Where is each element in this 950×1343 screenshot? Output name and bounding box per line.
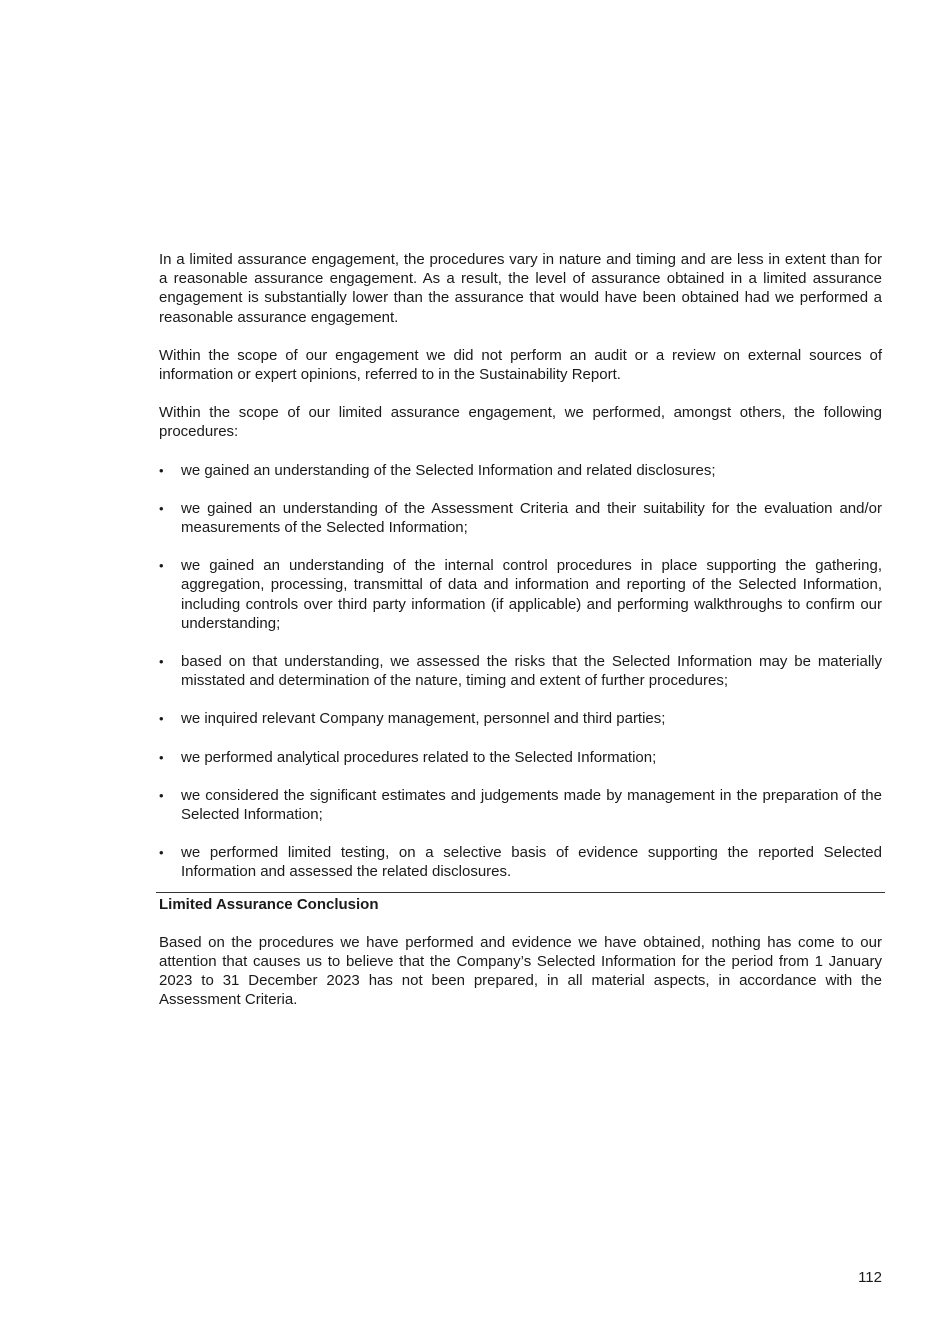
conclusion-paragraph: Based on the procedures we have performed and evidence we have obtained, nothing has come to our attention that causes us to believe that the Company’s Selected Information for the period from 1 January 2023 to 31 December 2023 has not been prepared, in all material aspects, in accordance with the Assessment Criteria.: [159, 933, 882, 1009]
list-item: [159, 499, 882, 537]
list-item-text: we performed analytical procedures related to the Selected Information;: [181, 748, 657, 766]
bullet-icon: •: [159, 711, 164, 727]
list-item-text: we gained an understanding of the Assessment Criteria and their suitability for the evaluation and/or measurements of the Selected Information;: [181, 499, 882, 537]
list-item: [159, 786, 882, 824]
list-item: [159, 652, 882, 690]
list-item-text: we inquired relevant Company management, personnel and third parties;: [181, 710, 666, 728]
list-item: [159, 556, 882, 633]
list-item: [159, 843, 882, 881]
conclusion-heading: Limited Assurance Conclusion: [159, 895, 379, 913]
bullet-icon: •: [159, 749, 164, 765]
list-item: [159, 709, 882, 728]
bullet-icon: •: [159, 462, 164, 478]
list-item-text: we gained an understanding of the internal control procedures in place supporting the gathering, aggregation, processing, transmittal of data and information and reporting of the Selected Information, including controls over third party information (if applicable) and performing walkthroughs to confirm our understanding;: [181, 557, 882, 632]
section-divider: [156, 892, 885, 893]
bullet-icon: •: [159, 654, 164, 670]
report-body: [159, 250, 882, 1029]
bullet-icon: •: [159, 558, 164, 574]
list-item: [159, 748, 882, 767]
procedures-intro-paragraph: Within the scope of our limited assurance engagement, we performed, amongst others, the following procedures:: [159, 404, 882, 441]
list-item-text: we performed limited testing, on a selective basis of evidence supporting the reported Selected Information and assessed the related disclosures.: [181, 844, 882, 881]
page-number: 112: [858, 1269, 882, 1286]
list-item: [159, 461, 882, 480]
bullet-icon: •: [159, 787, 164, 803]
scope-paragraph: Within the scope of our engagement we did not perform an audit or a review on external sources of information or expert opinions, referred to in the Sustainability Report.: [159, 346, 882, 384]
list-item-text: based on that understanding, we assessed the risks that the Selected Information may be materially misstated and determination of the nature, timing and extent of further procedures;: [181, 653, 882, 690]
list-item-text: we gained an understanding of the Selected Information and related disclosures;: [181, 461, 716, 479]
bullet-icon: •: [159, 500, 164, 516]
procedures-list: [159, 461, 882, 882]
bullet-icon: •: [159, 845, 164, 861]
intro-paragraph: In a limited assurance engagement, the procedures vary in nature and timing and are less in extent than for a reasonable assurance engagement. As a result, the level of assurance obtained in a limited assurance engagement is substantially lower than the assurance that would have been obtained had we performed a reasonable assurance engagement.: [159, 251, 882, 326]
list-item-text: we considered the significant estimates and judgements made by management in the preparation of the Selected Information;: [181, 786, 882, 824]
